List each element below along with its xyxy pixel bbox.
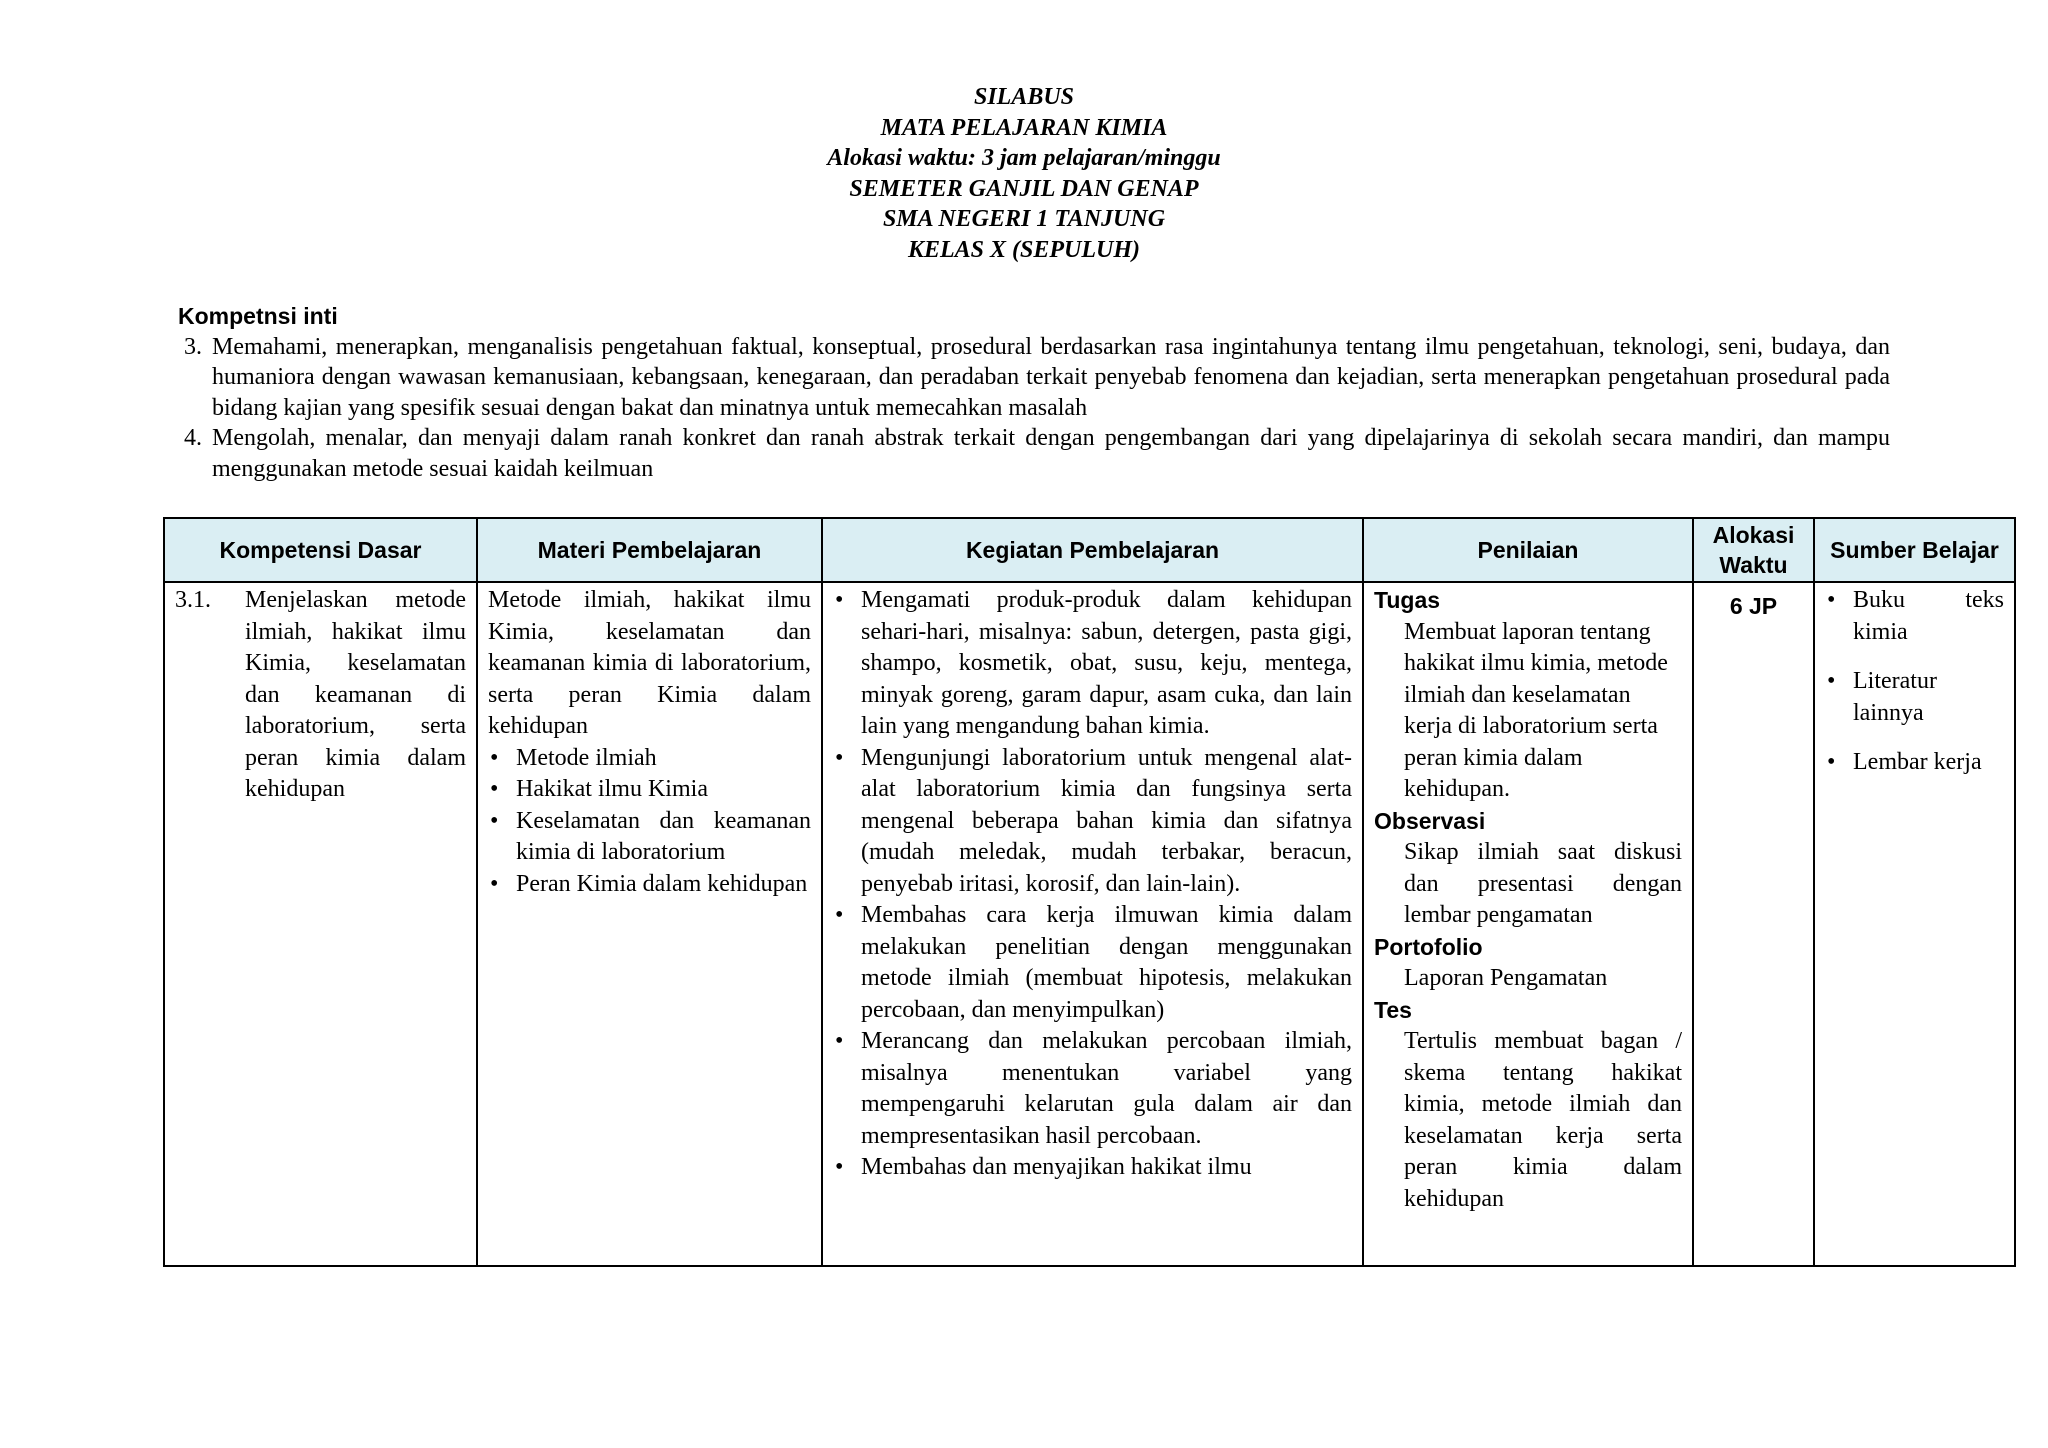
kompetensi-inti-text: Memahami, menerapkan, menganalisis pengetahuan faktual, konseptual, prosedural berdasarkan rasa ingintahunya tentang ilmu pengetahuan, teknologi, seni, budaya, dan humaniora dengan wawasan kemanusiaan, kebangsaan, kenegaraan, dan peradaban terkait penyebab fenomena dan kejadian, serta menerapkan pengetahuan prosedural pada bidang kajian yang spesifik sesuai dengan bakat dan minatnya untuk memecahkan masalah <box>212 333 1890 421</box>
header-class: KELAS X (SEPULUH) <box>907 236 1141 263</box>
list-item: • Peran Kimia dalam kehidupan <box>488 869 811 901</box>
cell-penilaian <box>1363 582 1693 1266</box>
document-header <box>0 82 2048 265</box>
list-item: • Mengamati produk-produk dalam kehidupan sehari-hari, misalnya: sabun, detergen, pasta gigi, shampo, kosmetik, obat, susu, keju, mentega, minyak goreng, garam dapur, asam cuka, dan lain lain yang mengandung bahan kimia. <box>833 585 1352 743</box>
list-item: • Literatur lainnya <box>1825 666 2004 729</box>
cell-kegiatan <box>822 582 1363 1266</box>
table-header-row <box>164 518 2015 582</box>
kd-text: Menjelaskan metode ilmiah, hakikat ilmu Kimia, keselamatan dan keamanan di laboratorium, serta peran kimia dalam kehidupan <box>245 587 466 802</box>
list-item: • Membahas dan menyajikan hakikat ilmu <box>833 1152 1352 1184</box>
penilaian-heading: Observasi <box>1374 807 1486 834</box>
kd-number: 3.1. <box>175 587 211 613</box>
kompetensi-inti-number: 4. <box>184 425 202 451</box>
table-row <box>164 582 2015 1266</box>
list-item: • Keselamatan dan keamanan kimia di laboratorium <box>488 806 811 869</box>
column-header-alokasi: Alokasi Waktu <box>1693 518 1814 582</box>
kompetensi-inti-item <box>178 332 1890 424</box>
penilaian-text: Laporan Pengamatan <box>1404 965 1608 991</box>
alokasi-value: 6 JP <box>1729 593 1778 619</box>
column-header-kegiatan: Kegiatan Pembelajaran <box>822 518 1363 582</box>
penilaian-heading: Tes <box>1374 996 1412 1023</box>
kompetensi-inti-section <box>178 301 1890 484</box>
penilaian-text: Tertulis membuat bagan / skema tentang hakikat kimia, metode ilmiah dan keselamatan kerja serta peran kimia dalam kehidupan <box>1404 1028 1682 1212</box>
column-header-kompetensi-dasar: Kompetensi Dasar <box>164 518 477 582</box>
list-item: • Membahas cara kerja ilmuwan kimia dalam melakukan penelitian dengan menggunakan metode ilmiah (membuat hipotesis, melakukan percobaan, dan menyimpulkan) <box>833 900 1352 1026</box>
kompetensi-inti-title: Kompetnsi inti <box>178 303 338 329</box>
materi-intro: Metode ilmiah, hakikat ilmu Kimia, keselamatan dan keamanan kimia di laboratorium, serta peran Kimia dalam kehidupan <box>488 587 811 739</box>
header-semester: SEMETER GANJIL DAN GENAP <box>849 175 1199 202</box>
cell-sumber <box>1814 582 2015 1266</box>
header-time-allocation: Alokasi waktu: 3 jam pelajaran/minggu <box>827 145 1221 171</box>
list-item: • Metode ilmiah <box>488 743 811 775</box>
kompetensi-inti-text: Mengolah, menalar, dan menyaji dalam ranah konkret dan ranah abstrak terkait dengan pengembangan dari yang dipelajarinya di sekolah secara mandiri, dan mampu menggunakan metode sesuai kaidah keilmuan <box>212 425 1890 482</box>
list-item: • Mengunjungi laboratorium untuk mengenal alat-alat laboratorium kimia dan fungsinya serta mengenal beberapa bahan kimia dan sifatnya (mudah meledak, mudah terbakar, beracun, penyebab iritasi, korosif, dan lain-lain). <box>833 743 1352 901</box>
column-header-materi: Materi Pembelajaran <box>477 518 822 582</box>
penilaian-heading: Tugas <box>1374 587 1441 613</box>
cell-kompetensi-dasar <box>164 582 477 1266</box>
penilaian-heading: Portofolio <box>1374 933 1483 960</box>
header-title: SILABUS <box>973 84 1075 110</box>
list-item: • Hakikat ilmu Kimia <box>488 774 811 806</box>
penilaian-text: Sikap ilmiah saat diskusi dan presentasi dengan lembar pengamatan <box>1404 839 1682 928</box>
list-item: • Lembar kerja <box>1825 747 2004 779</box>
column-header-sumber: Sumber Belajar <box>1814 518 2015 582</box>
cell-materi <box>477 582 822 1266</box>
cell-alokasi <box>1693 582 1814 1266</box>
penilaian-text: Membuat laporan tentang hakikat ilmu kimia, metode ilmiah dan keselamatan kerja di laboratorium serta peran kimia dalam kehidupan. <box>1404 618 1668 802</box>
list-item: • Merancang dan melakukan percobaan ilmiah, misalnya menentukan variabel yang mempengaruhi kelarutan gula dalam air dan mempresentasikan hasil percobaan. <box>833 1026 1352 1152</box>
header-school: SMA NEGERI 1 TANJUNG <box>882 206 1166 232</box>
syllabus-table <box>163 517 2016 1267</box>
list-item: • Buku teks kimia <box>1825 585 2004 648</box>
kompetensi-inti-number: 3. <box>184 333 202 360</box>
header-subject: MATA PELAJARAN KIMIA <box>880 114 1168 141</box>
kompetensi-inti-item <box>178 423 1890 484</box>
column-header-penilaian: Penilaian <box>1363 518 1693 582</box>
